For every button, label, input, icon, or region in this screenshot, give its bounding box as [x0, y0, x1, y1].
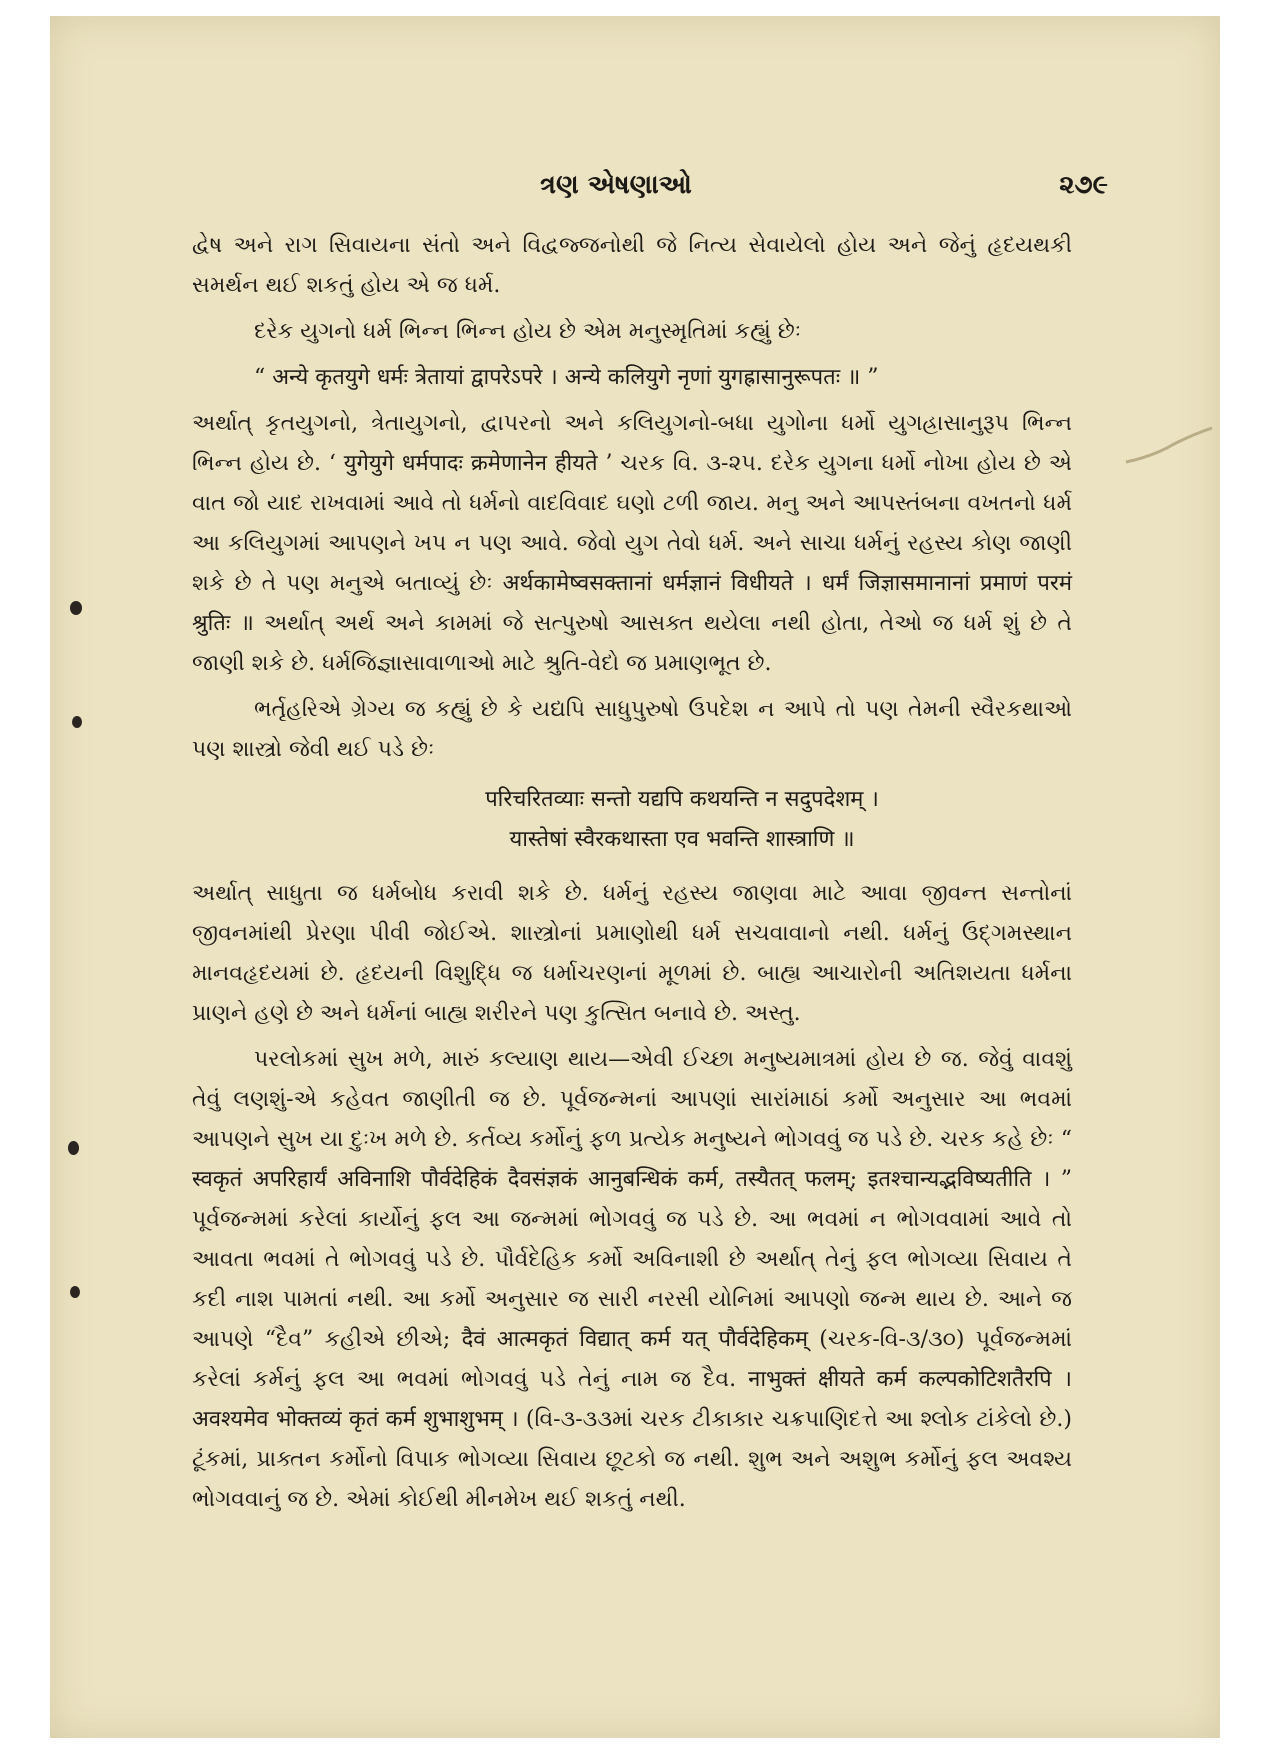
ink-blot: [70, 601, 82, 615]
paragraph-yuga-dharma: અર્થાત્ કૃતયુગનો, ત્રેતાયુગનો, દ્વાપરનો અને કલિયુગનો-બધા યુગોના ધર્મો યુગહ્રાસાનુરૂપ ભિન્ન ભિન્ન હોય છે. ‘ युगेयुगे धर्मपादः क्रमेणानेन हीयते ’ ચરક વિ. ૩-૨૫. દરેક યુગના ધર્મો નોખા હોય છે એ વાત જો યાદ રાખવામાં આવે તો ધર્મનો વાદવિવાદ ઘણો ટળી જાય. મનુ અને આપસ્તંબના વખતનો ધર્મ આ કલિયુગમાં આપણને ખપ ન પણ આવે. જેવો યુગ તેવો ધર્મ. અને સાચા ધર્મનું રહસ્ય કોણ જાણી શકે છે તે પણ મનુએ બતાવ્યું છેઃ अर्थकामेष्वसक्तानां धर्मज्ञानं विधीयते । धर्मं जिज्ञासमानानां प्रमाणं परमं श्रुतिः ॥ અર્થાત્ અર્થ અને કામમાં જે સત્પુરુષો આસક્ત થયેલા નથી હોતા, તેઓ જ ધર્મ શું છે તે જાણી શકે છે. ધર્મજિજ્ઞાસાવાળાઓ માટે શ્રુતિ-વેદો જ પ્રમાણભૂત છે.: [192, 411, 1072, 676]
paper-tear-mark: [1124, 426, 1214, 466]
verse-line-1: परिचरितव्याः सन्तो यद्यपि कथयन्ति न सदुपदेशम् ।: [485, 787, 879, 812]
sanskrit-quote-manusmriti: “ अन्ये कृतयुगे धर्मः त्रेतायां द्वापरेऽपरे । अन्ये कलियुगे नृणां युगह्रासानुरूपतः ॥ ”: [254, 365, 879, 390]
book-page: [50, 16, 1220, 1738]
ink-blot: [72, 716, 82, 728]
paragraph-karma-daiva: પરલોકમાં સુખ મળે, મારું કલ્યાણ થાય—એવી ઈચ્છા મનુષ્યમાત્રમાં હોય છે જ. જેવું વાવશું તેવું લણશું-એ કહેવત જાણીતી જ છે. પૂર્વજન્મનાં આપણાં સારાંમાઠાં કર્મો અનુસાર આ ભવમાં આપણને સુખ યા દુઃખ મળે છે. કર્તવ્ય કર્મોનું ફળ પ્રત્યેક મનુષ્યને ભોગવવું જ પડે છે. ચરક કહે છેઃ “ स्वकृतं अपरिहार्यं अविनाशि पौर्वदेहिकं दैवसंज्ञकं आनुबन्धिकं कर्म, तस्यैतत् फलम्; इतश्चान्यद्भविष्यतीति । ” પૂર્વજન્મમાં કરેલાં કાર્યોનું ફલ આ જન્મમાં ભોગવવું જ પડે છે. આ ભવમાં ન ભોગવવામાં આવે તો આવતા ભવમાં તે ભોગવવું પડે છે. પૌર્વદેહિક કર્મો અવિનાશી છે અર્થાત્ તેનું ફલ ભોગવ્યા સિવાય તે કદી નાશ પામતાં નથી. આ કર્મો અનુસાર જ સારી નરસી યોનિમાં આપણો જન્મ થાય છે. આને જ આપણે “દૈવ” કહીએ છીએ; दैवं आत्मकृतं विद्यात् कर्म यत् पौर्वदेहिकम् (ચરક-વિ-૩/૩૦) પૂર્વજન્મમાં કરેલાં કર્મનું ફલ આ ભવમાં ભોગવવું પડે તેનું નામ જ દૈવ. नाभुक्तं क्षीयते कर्म कल्पकोटिशतैरपि । अवश्यमेव भोक्तव्यं कृतं कर्म शुभाशुभम् । (વિ-૩-૩૩માં ચરક ટીકાકાર ચક્રપાણિદત્તે આ શ્લોક ટાંકેલો છે.) ટૂંકમાં, પ્રાક્તન કર્મોનો વિપાક ભોગવ્યા સિવાય છૂટકો જ નથી. શુભ અને અશુભ કર્મોનું ફલ અવશ્ય ભોગવવાનું જ છે. એમાં કોઈથી મીનમેખ થઈ શકતું નથી.: [192, 1047, 1072, 1512]
paragraph-sadhuta: અર્થાત્ સાધુતા જ ધર્મબોધ કરાવી શકે છે. ધર્મનું રહસ્ય જાણવા માટે આવા જીવન્ત સન્તોનાં જીવનમાંથી પ્રેરણા પીવી જોઈએ. શાસ્ત્રોનાં પ્રમાણોથી ધર્મ સચવાવાનો નથી. ધર્મનું ઉદ્‌ગમસ્થાન માનવહૃદયમાં છે. હૃદયની વિશુદ્ધિ જ ધર્માચરણનાં મૂળમાં છે. બાહ્ય આચારોની અતિશયતા ધર્મના પ્રાણને હણે છે અને ધર્મનાં બાહ્ય શરીરને પણ કુત્સિત બનાવે છે. અસ્તુ.: [192, 881, 1072, 1026]
verse-line-2: यास्तेषां स्वैरकथास्ता एव भवन्ति शास्त्राणि ॥: [509, 827, 855, 852]
paragraph-bhartrhari: ભર્તૃહરિએ ગ્રેગ્ય જ કહ્યું છે કે યદ્યપિ સાધુપુરુષો ઉપદેશ ન આપે તો પણ તેમની સ્વૈરકથાઓ પણ શાસ્ત્રો જેવી થઈ પડે છેઃ: [192, 697, 1072, 762]
sanskrit-verse: [192, 780, 1072, 860]
ink-blot: [70, 1286, 80, 1298]
page-number: ૨૭૯: [1059, 170, 1108, 200]
page-header: [50, 166, 1220, 216]
page-body: [192, 226, 1072, 1526]
paragraph-dharma-definition: દ્વેષ અને રાગ સિવાયના સંતો અને વિદ્વજ્જનોથી જે નિત્ય સેવાયેલો હોય અને જેનું હૃદયથકી સમર્થન થઈ શકતું હોય એ જ ધર્મ.: [192, 233, 1072, 298]
ink-blot: [68, 1141, 79, 1155]
running-title: ત્રણ એષણાઓ: [540, 170, 692, 200]
paragraph-manusmriti-intro: દરેક યુગનો ધર્મ ભિન્ન ભિન્ન હોય છે એમ મનુસ્મૃતિમાં કહ્યું છેઃ: [254, 319, 802, 344]
